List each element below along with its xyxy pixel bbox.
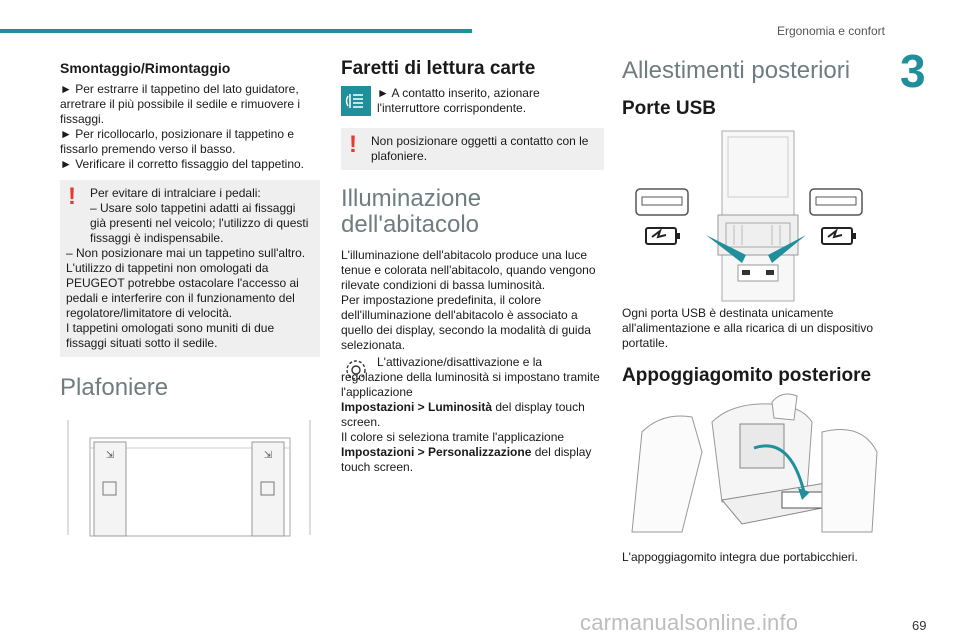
warning-line-5: I tappetini omologati sono muniti di due fissaggi situati sotto il sedile. <box>66 321 275 350</box>
chapter-number: 3 <box>900 45 926 97</box>
usb-heading: Porte USB <box>622 98 716 119</box>
plafoniere-title: Plafoniere <box>60 374 169 401</box>
reading-light-warning: Non posizionare oggetti a contatto con le plafoniere. <box>371 134 589 163</box>
armrest-description: L'appoggiagomito integra due portabicchieri. <box>622 550 858 564</box>
ambient-body-3a: L'attivazione/disattivazione e la regolazione della luminosità si impostano tramite l'applicazione <box>341 355 600 399</box>
column-3 <box>622 58 882 120</box>
warning-icon: ! <box>349 131 357 158</box>
warning-line-3: – Non posizionare mai un tappetino sull'altro. <box>66 246 306 260</box>
warning-line-1: Per evitare di intralciare i pedali: <box>90 186 261 200</box>
usb-ports-illustration <box>622 125 882 305</box>
ambient-body-4 <box>341 430 604 475</box>
top-accent-bar <box>0 29 472 33</box>
ambient-body-3c: del display touch screen. <box>341 400 585 429</box>
armrest-text-block <box>622 550 884 565</box>
usb-text-block <box>622 306 884 387</box>
svg-text:⇲: ⇲ <box>263 450 273 461</box>
personalization-path: Impostazioni > Personalizzazione <box>341 445 532 459</box>
ambient-body-4c: del display touch screen. <box>341 445 592 474</box>
page-number: 69 <box>912 618 927 633</box>
usb-description: Ogni porta USB è destinata unicamente all'alimentazione e alla ricarica di un dispositivo portatile. <box>622 306 874 350</box>
section-header: Ergonomia e confort <box>776 24 885 38</box>
warning-line-2: – Usare solo tappetini adatti ai fissaggi già presenti nel veicolo; l'utilizzo di questi fissaggi è indispensabile. <box>90 201 309 245</box>
ambient-body-4a: Il colore si seleziona tramite l'applicazione <box>341 430 565 444</box>
svg-text:⇲: ⇲ <box>105 450 115 461</box>
brightness-path: Impostazioni > Luminosità <box>341 400 493 414</box>
warning-icon: ! <box>68 183 76 210</box>
reading-lights-heading: Faretti di lettura carte <box>341 58 536 79</box>
ambient-body-1: L'illuminazione dell'abitacolo produce una luce tenue e colorata nell'abitacolo, quando vengono rilevate condizioni di bassa luminosità. <box>341 248 596 292</box>
ceiling-lights-illustration <box>60 420 320 540</box>
ambient-body-2: Per impostazione predefinita, il colore dell'illuminazione dell'abitacolo è associato a quello dei display, secondo la modalità di guida selezionata. <box>341 293 591 352</box>
column-1 <box>60 60 320 401</box>
reading-light-icon <box>341 86 371 116</box>
watermark: carmanualsonline.info <box>580 610 799 635</box>
removal-step-1: ► Per estrarre il tappetino del lato guidatore, arretrare il più possibile il sedile e rimuovere i fissaggi. <box>60 82 301 126</box>
removal-step-3: ► Verificare il corretto fissaggio del tappetino. <box>60 157 305 171</box>
ambient-lighting-title: Illuminazione dell'abitacolo <box>341 185 482 238</box>
warning-line-4: L'utilizzo di tappetini non omologati da PEUGEOT potrebbe ostacolare l'accesso ai pedali e interferire con il funzionamento del regolatore/limitatore di velocità. <box>66 261 299 320</box>
column-2 <box>341 58 604 475</box>
reading-light-warning-box <box>341 128 604 170</box>
armrest-heading: Appoggiagomito posteriore <box>622 365 872 386</box>
removal-heading: Smontaggio/Rimontaggio <box>60 60 231 76</box>
reading-light-step: ► A contatto inserito, azionare l'interruttore corrispondente. <box>377 86 540 115</box>
rear-armrest-illustration <box>622 392 882 542</box>
mat-warning-box <box>60 180 320 357</box>
ambient-body-3 <box>341 355 604 430</box>
removal-step-2: ► Per ricollocarlo, posizionare il tappetino e fissarlo premendo verso il basso. <box>60 127 294 156</box>
settings-gear-icon <box>341 355 371 385</box>
rear-fittings-title: Allestimenti posteriori <box>622 57 851 84</box>
